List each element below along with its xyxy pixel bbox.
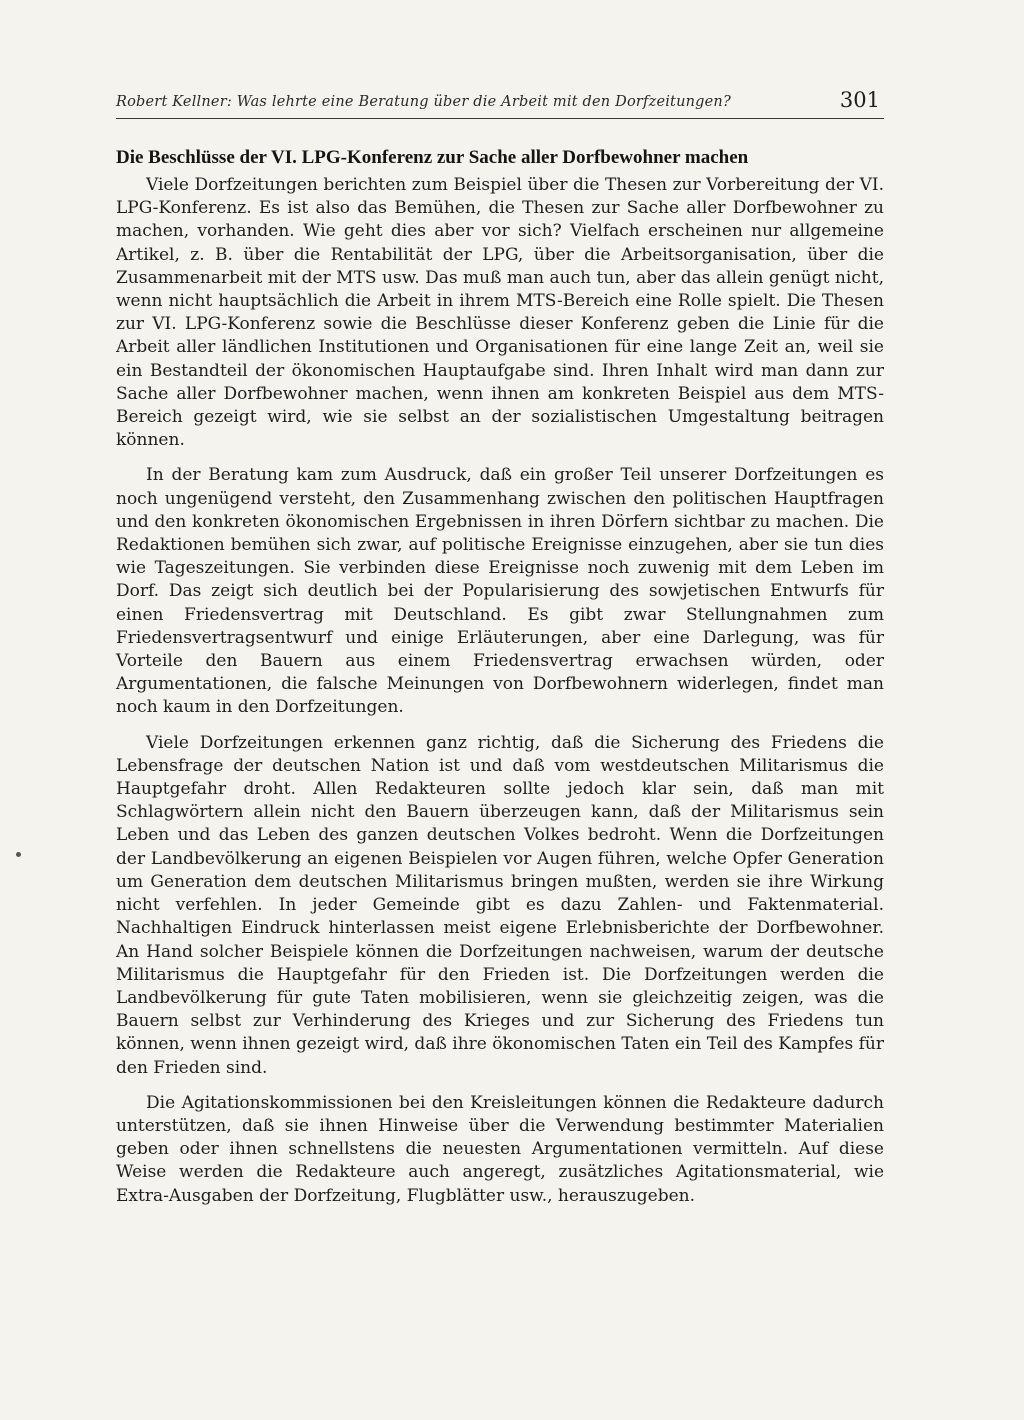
page-body (116, 146, 884, 1220)
print-speck (16, 852, 21, 857)
paragraph-2: In der Beratung kam zum Ausdruck, daß ein großer Teil unserer Dorfzeitungen es noch ungenügend versteht, den Zusammenhang zwischen den politischen Hauptfragen und den konkreten ökonomischen Ergebnissen in ihren Dörfern sichtbar zu machen. Die Redaktionen bemühen sich zwar, auf politische Ereignisse einzugehen, aber sie tun dies wie Tageszeitungen. Sie verbinden diese Ereignisse noch zuwenig mit dem Leben im Dorf. Das zeigt sich deutlich bei der Popularisierung des sowjetischen Entwurfs für einen Friedensvertrag mit Deutschland. Es gibt zwar Stellungnahmen zum Friedensvertragsentwurf und einige Erläuterungen, aber eine Darlegung, was für Vorteile den Bauern aus einem Friedensvertrag erwachsen würden, oder Argumentationen, die falsche Meinungen von Dorfbewohnern widerlegen, findet man noch kaum in den Dorfzeitungen. (116, 465, 884, 718)
paragraph-1: Viele Dorfzeitungen berichten zum Beispiel über die Thesen zur Vorbereitung der VI. LPG-Konferenz. Es ist also das Bemühen, die Thesen zur Sache aller Dorfbewohner zu machen, vorhanden. Wie geht dies aber vor sich? Vielfach erscheinen nur allgemeine Artikel, z. B. über die Rentabilität der LPG, über die Arbeitsorganisation, über die Zusammenarbeit mit der MTS usw. Das muß man auch tun, aber das allein genügt nicht, wenn nicht hauptsächlich die Arbeit in ihrem MTS-Bereich eine Rolle spielt. Die Thesen zur VI. LPG-Konferenz sowie die Beschlüsse dieser Konferenz geben die Linie für die Arbeit aller ländlichen Institutionen und Organisationen für eine lange Zeit an, weil sie ein Bestandteil der ökonomischen Hauptaufgabe sind. Ihren Inhalt wird man dann zur Sache aller Dorfbewohner machen, wenn ihnen am konkreten Beispiel aus dem MTS-Bereich gezeigt wird, wie sie selbst an der sozialistischen Umgestaltung beitragen können. (116, 175, 884, 451)
paragraph-3: Viele Dorfzeitungen erkennen ganz richtig, daß die Sicherung des Friedens die Lebensfrage der deutschen Nation ist und daß vom westdeutschen Militarismus die Hauptgefahr droht. Allen Redakteuren sollte jedoch klar sein, daß man mit Schlagwörtern allein nicht den Bauern überzeugen kann, daß der Militarismus sein Leben und das Leben des ganzen deutschen Volkes bedroht. Wenn die Dorfzeitungen der Landbevölkerung an eigenen Beispielen vor Augen führen, welche Opfer Generation um Generation dem deutschen Militarismus bringen mußten, werden sie ihre Wirkung nicht verfehlen. In jeder Gemeinde gibt es dazu Zahlen- und Faktenmaterial. Nachhaltigen Eindruck hinterlassen meist eigene Erlebnisberichte der Dorfbewohner. An Hand solcher Beispiele können die Dorfzeitungen nachweisen, warum der deutsche Militarismus die Hauptgefahr für den Frieden ist. Die Dorfzeitungen werden die Landbevölkerung für gute Taten mobilisieren, wenn sie gleichzeitig zeigen, was die Bauern selbst zur Verhinderung des Krieges und zur Sicherung des Friedens tun können, wenn ihnen gezeigt wird, daß ihre ökonomischen Taten ein Teil des Kampfes für den Frieden sind. (116, 732, 884, 1078)
section-heading: Die Beschlüsse der VI. LPG-Konferenz zur Sache aller Dorfbewohner machen (116, 147, 749, 168)
paragraph-4: Die Agitationskommissionen bei den Kreisleitungen können die Redakteure dadurch unterstützen, daß sie ihnen Hinweise über die Verwendung bestimmter Materialien geben oder ihnen schnellstens die neuesten Argumentationen vermitteln. Auf diese Weise werden die Redakteure auch angeregt, zusätzliches Agitationsmaterial, wie Extra-Ausgaben der Dorfzeitung, Flugblätter usw., herauszugeben. (116, 1092, 884, 1206)
page-header (116, 88, 884, 119)
page-number: 301 (839, 88, 880, 112)
running-head: Robert Kellner: Was lehrte eine Beratung über die Arbeit mit den Dorfzeitungen? (116, 94, 731, 110)
